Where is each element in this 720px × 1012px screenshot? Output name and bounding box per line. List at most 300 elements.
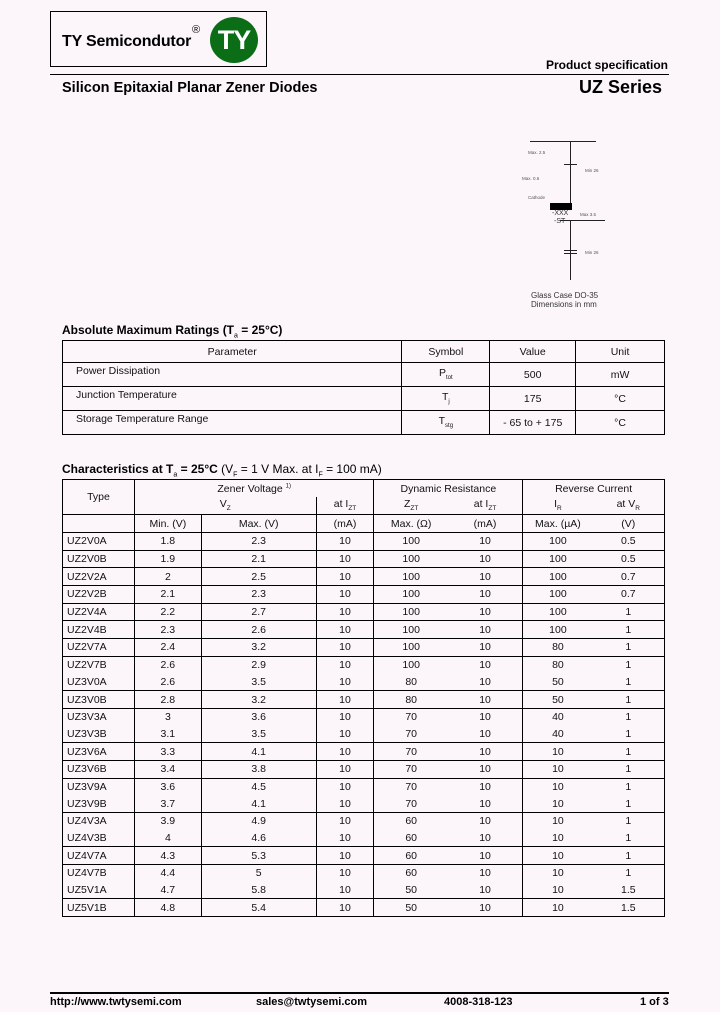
ir-max-cell: 10 [552, 797, 564, 810]
zzt-max-cell: 80 [405, 675, 417, 688]
zzt-max-cell: 80 [374, 691, 448, 709]
symbol-cell [402, 363, 490, 387]
registered-mark: ® [192, 24, 201, 36]
title-text: Characteristics at T [62, 462, 174, 476]
diagram-tick [564, 164, 577, 165]
zzt-max-cell: 100 [374, 586, 448, 604]
footer-email-link[interactable]: sales@twtysemi.com [256, 996, 367, 1008]
type-cell: UZ5V1B [63, 899, 135, 917]
at-vr: at V [616, 498, 636, 511]
izt-2-cell: 10 [448, 743, 523, 761]
type-cell: UZ3V0B [63, 691, 135, 709]
vr-cell: 1 [593, 847, 665, 865]
at-vr-sub: R [635, 505, 640, 513]
abs-max-title [62, 323, 282, 339]
diagram-body [550, 203, 572, 210]
at-izt-sub: ZT [348, 505, 357, 513]
vr-cell: 1 [593, 865, 665, 882]
table-row [63, 726, 665, 743]
parameter-cell: Junction Temperature [63, 387, 402, 411]
ir-max-cell: 100 [523, 533, 593, 551]
table-row [63, 550, 665, 568]
title-sub: a [234, 332, 238, 340]
footer-website-link[interactable]: http://www.twtysemi.com [50, 996, 182, 1008]
vz-min-cell: 1.8 [134, 533, 201, 551]
izt-2-cell: 10 [448, 550, 523, 568]
vz-max-cell: 2.5 [201, 568, 316, 586]
marking-label: -XXX [552, 210, 569, 217]
at-izt: at I [333, 498, 349, 511]
header-row-units [63, 515, 665, 533]
izt-cell: 10 [316, 568, 374, 586]
izt-2-cell: 10 [448, 639, 523, 657]
vz-min-cell: 3.9 [134, 813, 201, 830]
series-title: UZ Series [578, 77, 662, 97]
vz-min-cell: 2.3 [134, 621, 201, 639]
parameter-cell: Storage Temperature Range [63, 411, 402, 435]
izt-2-cell: 10 [448, 568, 523, 586]
type-cell: UZ4V3A [63, 813, 135, 830]
zzt: Z [403, 498, 411, 511]
cond-part: = 1 V Max. at I [237, 462, 319, 476]
table-row [63, 411, 665, 435]
vr-cell: 0.5 [593, 533, 665, 551]
izt-2-cell: 10 [448, 708, 523, 725]
parameter-cell: Power Dissipation [63, 363, 402, 387]
vz-min-cell: 2.6 [134, 674, 201, 691]
company-logo-icon [210, 17, 258, 63]
vr-cell: 0.7 [593, 586, 665, 604]
vz-max-cell: 3.6 [201, 708, 316, 725]
characteristics-body [63, 533, 665, 917]
type-cell: UZ2V4B [63, 621, 135, 639]
cond-sub: F [233, 471, 238, 479]
vz-min-cell: 4.3 [134, 847, 201, 865]
vr-cell: 1 [593, 778, 665, 795]
symbol-cell [402, 387, 490, 411]
header-zzt [374, 497, 448, 515]
vz-max-cell: 2.3 [201, 586, 316, 604]
izt-cell: 10 [316, 899, 374, 917]
zzt-max-cell: 70 [374, 743, 448, 761]
table-row [63, 865, 665, 882]
header-type: Type [63, 480, 135, 515]
vz: V [219, 498, 227, 511]
table-row [63, 795, 665, 812]
symbol: P [438, 367, 446, 380]
symbol-sub: j [448, 399, 450, 406]
vz-min-cell: 1.9 [134, 550, 201, 568]
header-at-izt-2 [448, 497, 523, 515]
vz-max-cell: 2.6 [201, 621, 316, 639]
dim-label: Min 26 [585, 250, 599, 255]
vz-max-cell: 4.9 [201, 813, 316, 830]
page-number: 1 of 3 [640, 996, 669, 1008]
vz-max-cell: 2.3 [201, 533, 316, 551]
izt-2-cell: 10 [448, 830, 523, 847]
vz-min-cell: 3.6 [134, 778, 201, 795]
header-at-vr [593, 497, 665, 515]
ir-max-cell: 40 [523, 708, 593, 725]
characteristics-table [62, 479, 665, 917]
vr-cell: 1 [593, 708, 665, 725]
title-sub: a [173, 471, 178, 479]
vz-min-cell: 4.7 [134, 882, 201, 899]
type-cell: UZ4V3B [63, 830, 135, 847]
ir-max-cell: 100 [523, 586, 593, 604]
vz-max-cell: 3.5 [201, 674, 316, 691]
ir-max-cell: 10 [523, 899, 593, 917]
header-vz [134, 497, 316, 515]
zzt-max-cell: 100 [374, 533, 448, 551]
ir-max-cell: 10 [552, 832, 564, 845]
vz-max-cell: 5.3 [201, 847, 316, 865]
header-row-2 [63, 497, 665, 515]
footer-divider [50, 992, 669, 994]
vz-min-cell: 3.4 [134, 760, 201, 778]
izt-cell: 10 [316, 743, 374, 761]
unit-izt-ma-2: (mA) [448, 515, 523, 533]
type-cell: UZ3V0A [63, 674, 135, 691]
izt-cell: 10 [316, 639, 374, 657]
ir-sub: R [557, 505, 562, 513]
izt-cell: 10 [316, 656, 374, 673]
type-cell: UZ3V6A [63, 743, 135, 761]
product-spec-label: Product specification [545, 58, 668, 72]
header-unit: Unit [576, 341, 665, 363]
table-row [63, 813, 665, 830]
izt-cell: 10 [316, 586, 374, 604]
vr-cell: 1 [593, 674, 665, 691]
ir-max-cell: 10 [523, 813, 593, 830]
marking-label-2: -ST [554, 218, 566, 225]
dim-label: Max 3.5 [580, 212, 597, 217]
document-title: Silicon Epitaxial Planar Zener Diodes [62, 80, 318, 96]
izt-2-cell: 10 [448, 899, 523, 917]
header-value: Value [490, 341, 576, 363]
izt-2-cell: 10 [448, 656, 523, 673]
vr-cell: 1 [593, 603, 665, 621]
zener-voltage-label: Zener Voltage [217, 482, 283, 495]
ir-max-cell: 100 [523, 621, 593, 639]
diagram-mid-line [560, 220, 605, 221]
table-row [63, 533, 665, 551]
diagram-caption: Glass Case DO-35 [531, 291, 599, 300]
table-row [63, 603, 665, 621]
izt-cell: 10 [316, 691, 374, 709]
logo-monogram: TY [217, 24, 251, 55]
cond-part: = 100 mA) [322, 462, 382, 476]
table-row [63, 847, 665, 865]
table-row [63, 639, 665, 657]
izt-2-cell: 10 [448, 691, 523, 709]
type-cell: UZ2V0A [63, 533, 135, 551]
header-parameter: Parameter [63, 341, 402, 363]
ir-max-cell: 10 [523, 847, 593, 865]
ir-max-cell: 100 [523, 550, 593, 568]
zzt-max-cell: 70 [374, 760, 448, 778]
unit-izt-ma: (mA) [316, 515, 374, 533]
vr-cell: 0.5 [593, 550, 665, 568]
zzt-max-cell: 100 [374, 550, 448, 568]
izt-cell: 10 [316, 550, 374, 568]
table-header-row [63, 341, 665, 363]
units-type [63, 515, 135, 533]
vr-cell: 1.5 [593, 899, 665, 917]
izt-cell: 10 [316, 674, 374, 691]
table-row [63, 830, 665, 847]
vz-max-cell: 5.8 [201, 882, 316, 899]
izt-2-cell: 10 [448, 847, 523, 865]
vr-cell: 1 [593, 656, 665, 673]
table-row [63, 778, 665, 795]
table-row [63, 363, 665, 387]
table-row [63, 882, 665, 899]
symbol-sub: tot [446, 375, 453, 382]
header-symbol: Symbol [402, 341, 490, 363]
vz-max-cell: 4.5 [201, 778, 316, 795]
table-row [63, 568, 665, 586]
ir-max-cell: 10 [523, 778, 593, 795]
type-cell: UZ2V2A [63, 568, 135, 586]
ir-max-cell: 50 [552, 675, 564, 688]
title-tail: = 25°C) [237, 323, 283, 337]
vz-max-cell: 3.8 [201, 760, 316, 778]
characteristics-title [62, 462, 382, 478]
diagram-caption-units: Dimensions in mm [531, 300, 597, 309]
zzt-max-cell: 100 [374, 603, 448, 621]
header-ir [523, 497, 593, 515]
vz-min-cell: 3.3 [134, 743, 201, 761]
unit-cell: mW [576, 363, 665, 387]
vz-max-cell: 4.1 [201, 743, 316, 761]
izt-2-cell: 10 [448, 865, 523, 882]
diagram-tick [564, 250, 577, 251]
zzt-max-cell: 70 [374, 708, 448, 725]
vr-cell: 1 [593, 691, 665, 709]
table-row [63, 708, 665, 725]
title-text: Absolute Maximum Ratings (T [62, 323, 235, 337]
ir-max-cell: 10 [523, 865, 593, 882]
cond-part: (V [217, 462, 234, 476]
type-cell: UZ3V6B [63, 760, 135, 778]
value-cell: 175 [490, 387, 576, 411]
izt-2-cell: 10 [448, 795, 523, 812]
ir-max-cell: 10 [523, 743, 593, 761]
header-reverse-current: Reverse Current [523, 480, 665, 498]
izt-2-cell: 10 [448, 533, 523, 551]
vz-min-cell: 2 [134, 568, 201, 586]
zzt-max-cell: 60 [374, 813, 448, 830]
dim-label: Max. 0.6 [522, 176, 540, 181]
type-cell: UZ3V3A [63, 708, 135, 725]
zzt-max-cell: 100 [374, 639, 448, 657]
vz-min-cell: 2.8 [134, 691, 201, 709]
ir-max-cell: 50 [523, 691, 593, 709]
izt-cell: 10 [316, 795, 374, 812]
table-row [63, 387, 665, 411]
zzt-sub: ZT [410, 505, 419, 513]
unit-max-v: Max. (V) [201, 515, 316, 533]
unit-max-ua: Max. (µA) [523, 515, 593, 533]
type-cell: UZ2V7A [63, 639, 135, 657]
table-row [63, 656, 665, 673]
company-name: TY Semicondutor [62, 33, 192, 50]
vr-cell: 1 [593, 743, 665, 761]
izt-cell: 10 [316, 533, 374, 551]
ir-max-cell: 100 [523, 603, 593, 621]
izt-2-cell: 10 [448, 760, 523, 778]
symbol-cell [402, 411, 490, 435]
type-cell: UZ2V0B [63, 550, 135, 568]
type-cell: UZ2V4A [63, 603, 135, 621]
zzt-max-cell: 50 [374, 899, 448, 917]
vz-min-cell: 3.7 [134, 795, 201, 812]
izt-cell: 10 [316, 778, 374, 795]
type-cell: UZ3V3B [63, 726, 135, 743]
table-row [63, 899, 665, 917]
cond-sub: F [318, 471, 323, 479]
dim-label: Cathode [528, 195, 546, 200]
title-tail: = 25°C [177, 462, 218, 476]
ir-max-cell: 80 [523, 656, 593, 673]
dim-label: Max. 2.5 [528, 150, 546, 155]
izt-cell: 10 [316, 830, 374, 847]
vr-cell: 1 [593, 726, 665, 743]
vr-cell: 1 [593, 795, 665, 812]
value-cell: 500 [490, 363, 576, 387]
vr-cell: 1 [593, 621, 665, 639]
type-cell: UZ4V7A [63, 847, 135, 865]
izt-2-cell: 10 [448, 603, 523, 621]
izt-cell: 10 [316, 603, 374, 621]
izt-cell: 10 [316, 813, 374, 830]
izt-cell: 10 [316, 760, 374, 778]
vr-cell: 1 [593, 760, 665, 778]
izt-2-cell: 10 [448, 726, 523, 743]
vz-min-cell: 2.2 [134, 603, 201, 621]
diagram-top-line [530, 141, 596, 142]
vz-max-cell: 4.6 [201, 830, 316, 847]
type-cell: UZ3V9B [63, 795, 135, 812]
header-row-1 [63, 480, 665, 498]
vz-min-cell: 4 [134, 830, 201, 847]
zzt-max-cell: 70 [405, 797, 417, 810]
zzt-max-cell: 100 [374, 568, 448, 586]
zzt-max-cell: 100 [374, 656, 448, 673]
unit-min-v: Min. (V) [134, 515, 201, 533]
header-divider [50, 74, 669, 75]
at-izt: at I [473, 498, 489, 511]
izt-cell: 10 [316, 708, 374, 725]
izt-2-cell: 10 [448, 674, 523, 691]
diagram-lead-upper [570, 141, 571, 205]
ir: I [554, 498, 558, 511]
type-cell: UZ5V1A [63, 882, 135, 899]
footnote-mark: 1) [285, 483, 292, 489]
footer-phone: 4008-318-123 [444, 996, 513, 1008]
izt-cell: 10 [316, 621, 374, 639]
header-dynamic-resistance: Dynamic Resistance [374, 480, 523, 498]
at-izt-sub: ZT [488, 505, 497, 513]
table-row [63, 586, 665, 604]
header-at-izt [316, 497, 374, 515]
vz-max-cell: 3.2 [201, 639, 316, 657]
symbol: T [438, 415, 446, 428]
dim-label: Min 26 [585, 168, 599, 173]
unit-cell: °C [576, 387, 665, 411]
zzt-max-cell: 70 [374, 778, 448, 795]
zzt-max-cell: 50 [405, 884, 417, 897]
ir-max-cell: 100 [523, 568, 593, 586]
izt-2-cell: 10 [448, 778, 523, 795]
vz-max-cell: 5.4 [201, 899, 316, 917]
vz-sub: Z [226, 505, 231, 513]
vz-max-cell: 2.7 [201, 603, 316, 621]
vz-max-cell: 4.1 [201, 795, 316, 812]
ir-max-cell: 40 [552, 727, 564, 740]
zzt-max-cell: 70 [405, 727, 417, 740]
izt-2-cell: 10 [448, 621, 523, 639]
vr-cell: 0.7 [593, 568, 665, 586]
ir-max-cell: 80 [523, 639, 593, 657]
vr-cell: 1.5 [593, 882, 665, 899]
vz-min-cell: 2.1 [134, 586, 201, 604]
izt-cell: 10 [316, 882, 374, 899]
vz-min-cell: 2.4 [134, 639, 201, 657]
table-row [63, 743, 665, 761]
vz-max-cell: 2.1 [201, 550, 316, 568]
vz-min-cell: 4.8 [134, 899, 201, 917]
vr-cell: 1 [593, 830, 665, 847]
ir-max-cell: 10 [523, 760, 593, 778]
izt-2-cell: 10 [448, 882, 523, 899]
vz-min-cell: 2.6 [134, 656, 201, 673]
type-cell: UZ2V2B [63, 586, 135, 604]
izt-2-cell: 10 [448, 813, 523, 830]
table-row [63, 674, 665, 691]
test-condition [217, 462, 382, 479]
izt-cell: 10 [316, 847, 374, 865]
ir-max-cell: 10 [552, 884, 564, 897]
zzt-max-cell: 60 [374, 865, 448, 882]
unit-vr-v: (V) [593, 515, 665, 533]
type-cell: UZ3V9A [63, 778, 135, 795]
symbol-sub: stg [445, 423, 454, 430]
type-cell: UZ4V7B [63, 865, 135, 882]
vr-cell: 1 [593, 639, 665, 657]
package-outline-diagram [520, 138, 620, 313]
header-zener-voltage [134, 480, 374, 498]
vz-min-cell: 4.4 [134, 865, 201, 882]
zzt-max-cell: 60 [405, 832, 417, 845]
table-row [63, 760, 665, 778]
table-row [63, 621, 665, 639]
unit-cell: °C [576, 411, 665, 435]
diagram-tick [564, 253, 577, 254]
type-cell: UZ2V7B [63, 656, 135, 673]
symbol: T [441, 391, 449, 404]
table-row [63, 691, 665, 709]
vz-max-cell: 5 [201, 865, 316, 882]
vz-min-cell: 3 [134, 708, 201, 725]
vz-max-cell: 3.2 [201, 691, 316, 709]
vz-max-cell: 3.5 [201, 726, 316, 743]
zzt-max-cell: 60 [374, 847, 448, 865]
izt-2-cell: 10 [448, 586, 523, 604]
value-cell: - 65 to + 175 [490, 411, 576, 435]
zzt-max-cell: 100 [374, 621, 448, 639]
